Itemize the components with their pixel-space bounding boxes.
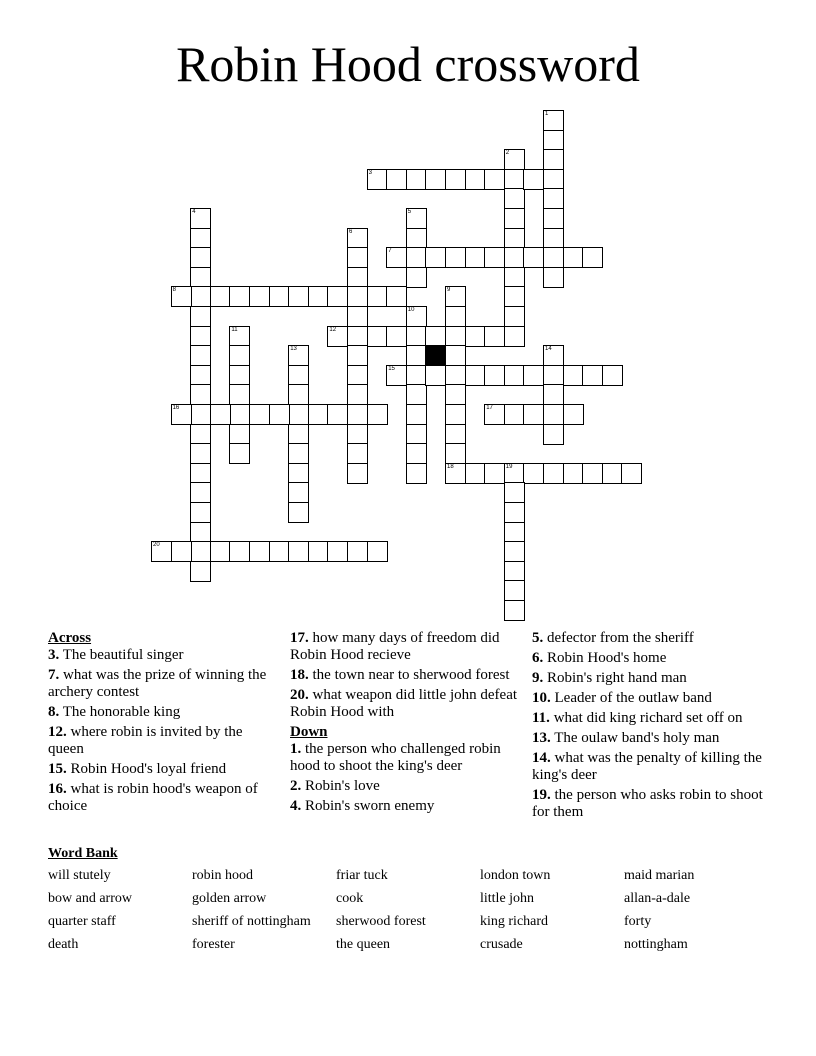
word-bank-item: death bbox=[48, 937, 79, 952]
clue-number: 16. bbox=[48, 781, 67, 797]
grid-cell[interactable] bbox=[190, 228, 211, 249]
grid-cell[interactable] bbox=[386, 169, 407, 190]
clue-number: 20. bbox=[290, 687, 309, 703]
grid-cell[interactable] bbox=[171, 541, 192, 562]
grid-cell[interactable] bbox=[151, 541, 172, 562]
grid-cell[interactable] bbox=[288, 404, 309, 425]
word-bank-item: the queen bbox=[336, 937, 391, 952]
clue-text: the town near to sherwood forest bbox=[312, 667, 510, 683]
grid-cell[interactable] bbox=[543, 228, 564, 249]
grid-cell[interactable] bbox=[367, 404, 388, 425]
grid-cell[interactable] bbox=[171, 404, 192, 425]
clue bbox=[48, 761, 280, 778]
grid-cell[interactable] bbox=[445, 443, 466, 464]
clue bbox=[48, 724, 280, 758]
clue-number: 11. bbox=[532, 710, 550, 726]
grid-cell[interactable] bbox=[288, 541, 309, 562]
grid-cell[interactable] bbox=[582, 463, 603, 484]
grid-cell[interactable] bbox=[229, 541, 250, 562]
clue-text: Robin Hood's home bbox=[547, 650, 667, 666]
clue bbox=[532, 670, 764, 687]
clue-number: 18 bbox=[447, 463, 454, 470]
word-bank-item: nottingham bbox=[624, 937, 688, 952]
grid-cell[interactable] bbox=[229, 326, 250, 347]
grid-cell[interactable] bbox=[288, 384, 309, 405]
grid-cell[interactable] bbox=[288, 463, 309, 484]
grid-cell[interactable] bbox=[504, 404, 525, 425]
word-bank-item: little john bbox=[480, 891, 535, 906]
word-bank-item: quarter staff bbox=[48, 914, 116, 929]
grid-cell[interactable] bbox=[190, 541, 211, 562]
word-bank-item: sherwood forest bbox=[336, 914, 426, 929]
grid-cell[interactable] bbox=[582, 247, 603, 268]
grid-cell[interactable] bbox=[347, 384, 368, 405]
grid-cell[interactable] bbox=[504, 580, 525, 601]
clue bbox=[290, 798, 522, 815]
grid-cell[interactable] bbox=[190, 424, 211, 445]
clue-number: 20 bbox=[153, 542, 160, 549]
grid-cell[interactable] bbox=[504, 149, 525, 170]
grid-cell[interactable] bbox=[347, 463, 368, 484]
clue bbox=[532, 710, 764, 727]
clue-text: the person who challenged robin hood to shoot the king's deer bbox=[290, 741, 501, 774]
clue-number: 5. bbox=[532, 630, 544, 646]
clue-text: The honorable king bbox=[62, 704, 181, 720]
clue-text: defector from the sheriff bbox=[547, 630, 694, 646]
grid-cell[interactable] bbox=[543, 188, 564, 209]
grid-cell[interactable] bbox=[406, 365, 427, 386]
grid-cell[interactable] bbox=[425, 365, 446, 386]
grid-cell[interactable] bbox=[465, 247, 486, 268]
clue bbox=[290, 741, 522, 775]
grid-cell[interactable] bbox=[523, 169, 544, 190]
clue-number: 4. bbox=[290, 798, 302, 814]
grid-cell[interactable] bbox=[406, 384, 427, 405]
grid-cell[interactable] bbox=[465, 365, 486, 386]
clue-number: 2 bbox=[505, 150, 510, 157]
word-bank-item: bow and arrow bbox=[48, 891, 132, 906]
grid-cell[interactable] bbox=[543, 424, 564, 445]
clue bbox=[532, 787, 764, 821]
grid-cell[interactable] bbox=[543, 247, 564, 268]
grid-cell[interactable] bbox=[367, 326, 388, 347]
clue bbox=[48, 704, 280, 721]
clue-text: Robin's love bbox=[305, 778, 380, 794]
down-clue-list bbox=[290, 741, 522, 815]
grid-cell[interactable] bbox=[406, 404, 427, 425]
grid-cell[interactable] bbox=[210, 541, 231, 562]
grid-cell[interactable] bbox=[563, 365, 584, 386]
grid-cell[interactable] bbox=[347, 345, 368, 366]
grid-cell[interactable] bbox=[504, 365, 525, 386]
grid-cell[interactable] bbox=[288, 502, 309, 523]
clue-number: 7. bbox=[48, 667, 60, 683]
grid-cell[interactable] bbox=[445, 365, 466, 386]
grid-cell[interactable] bbox=[523, 365, 544, 386]
clue-text: Robin Hood's loyal friend bbox=[70, 761, 227, 777]
grid-cell[interactable] bbox=[406, 228, 427, 249]
clue-text: Leader of the outlaw band bbox=[554, 690, 712, 706]
clue-text: what was the penalty of killing the king's deer bbox=[532, 750, 762, 783]
across-heading: Across bbox=[48, 630, 92, 646]
grid-cell[interactable] bbox=[425, 169, 446, 190]
grid-cell[interactable] bbox=[484, 247, 505, 268]
grid-cell[interactable] bbox=[308, 404, 329, 425]
grid-cell[interactable] bbox=[602, 463, 623, 484]
clue-number: 12 bbox=[329, 326, 337, 333]
grid-cell[interactable] bbox=[249, 286, 270, 307]
grid-cell[interactable] bbox=[288, 286, 309, 307]
grid-cell[interactable] bbox=[543, 267, 564, 288]
grid-cell[interactable] bbox=[288, 443, 309, 464]
word-bank-item: allan-a-dale bbox=[624, 891, 691, 906]
grid-cell[interactable] bbox=[504, 326, 525, 347]
grid-cell[interactable] bbox=[190, 326, 211, 347]
word-bank-item: will stutely bbox=[48, 868, 111, 883]
clue-number: 6 bbox=[349, 228, 353, 235]
grid-cell[interactable] bbox=[210, 404, 231, 425]
grid-cell[interactable] bbox=[543, 110, 564, 131]
grid-cell[interactable] bbox=[190, 404, 211, 425]
clue-number: 11 bbox=[231, 326, 238, 333]
grid-cell[interactable] bbox=[347, 267, 368, 288]
grid-cell[interactable] bbox=[445, 286, 466, 307]
grid-cell[interactable] bbox=[406, 443, 427, 464]
word-bank-item: london town bbox=[480, 868, 551, 883]
clue-number: 17 bbox=[486, 405, 493, 411]
clue bbox=[48, 647, 280, 664]
clue bbox=[290, 778, 522, 795]
grid-cell[interactable] bbox=[406, 326, 427, 347]
clue-text: Robin's sworn enemy bbox=[305, 798, 435, 814]
grid-cell[interactable] bbox=[229, 384, 250, 405]
grid-cell[interactable] bbox=[563, 463, 584, 484]
grid-cell[interactable] bbox=[190, 208, 211, 229]
clue-text: The beautiful singer bbox=[62, 647, 184, 663]
clue-number: 9 bbox=[447, 287, 451, 294]
clue-number: 19. bbox=[532, 787, 551, 803]
grid-cell[interactable] bbox=[190, 561, 211, 582]
grid-cell[interactable] bbox=[465, 169, 486, 190]
clue-text: what did king richard set off on bbox=[553, 710, 743, 726]
grid-cell[interactable] bbox=[190, 443, 211, 464]
grid-cell[interactable] bbox=[484, 463, 505, 484]
grid-cell[interactable] bbox=[288, 345, 309, 366]
clue-number: 8. bbox=[48, 704, 60, 720]
clue-number: 17. bbox=[290, 630, 309, 646]
clues-column-2 bbox=[290, 630, 522, 818]
word-bank-item: crusade bbox=[480, 937, 523, 952]
word-bank-item: forester bbox=[192, 937, 235, 952]
clue-text: Robin's right hand man bbox=[547, 670, 687, 686]
clue-number: 16 bbox=[172, 405, 180, 411]
grid-cell[interactable] bbox=[465, 326, 486, 347]
grid-cell[interactable] bbox=[504, 561, 525, 582]
clue-number: 9. bbox=[532, 670, 544, 686]
word-bank-item: maid marian bbox=[624, 868, 695, 883]
grid-cell[interactable] bbox=[504, 286, 525, 307]
clue-number: 14. bbox=[532, 750, 551, 766]
grid-cell[interactable] bbox=[543, 365, 564, 386]
grid-cell[interactable] bbox=[543, 463, 564, 484]
clue-number: 14 bbox=[545, 346, 552, 353]
grid-cell[interactable] bbox=[190, 306, 211, 327]
grid-cell[interactable] bbox=[406, 247, 427, 268]
clue-number: 6. bbox=[532, 650, 544, 666]
clue-text: what is robin hood's weapon of choice bbox=[48, 781, 258, 814]
clue-number: 5 bbox=[407, 209, 412, 215]
clue-number: 3 bbox=[368, 169, 372, 176]
grid-cell[interactable] bbox=[190, 463, 211, 484]
grid-cell[interactable] bbox=[425, 247, 446, 268]
clue-text: what weapon did little john defeat Robin Hood with bbox=[290, 687, 518, 720]
word-bank-item: king richard bbox=[480, 914, 549, 929]
grid-cell[interactable] bbox=[504, 169, 525, 190]
grid-cell[interactable] bbox=[249, 541, 270, 562]
clue-text: how many days of freedom did Robin Hood recieve bbox=[290, 630, 500, 663]
clue-number: 15 bbox=[388, 365, 395, 372]
grid-cell[interactable] bbox=[190, 286, 211, 307]
clue-text: the person who asks robin to shoot for them bbox=[532, 787, 763, 820]
grid-cell[interactable] bbox=[445, 404, 466, 425]
grid-cell[interactable] bbox=[347, 326, 368, 347]
grid-cell[interactable] bbox=[406, 463, 427, 484]
grid-cell[interactable] bbox=[445, 326, 466, 347]
grid-cell[interactable] bbox=[229, 286, 250, 307]
clues-column-3 bbox=[532, 630, 764, 824]
clue bbox=[532, 630, 764, 647]
grid-cell[interactable] bbox=[445, 384, 466, 405]
grid-cell[interactable] bbox=[347, 247, 368, 268]
clues-column-1 bbox=[48, 630, 280, 818]
grid-cell[interactable] bbox=[523, 404, 544, 425]
grid-cell[interactable] bbox=[269, 404, 290, 425]
black-square bbox=[425, 345, 446, 366]
clue-text: where robin is invited by the queen bbox=[48, 724, 243, 757]
grid-cell[interactable] bbox=[406, 345, 427, 366]
page-title: Robin Hood crossword bbox=[176, 36, 640, 92]
grid-cell[interactable] bbox=[563, 404, 584, 425]
clue-number: 19 bbox=[505, 463, 513, 470]
clue bbox=[532, 750, 764, 784]
clue bbox=[532, 650, 764, 667]
grid-cell[interactable] bbox=[347, 541, 368, 562]
grid-cell[interactable] bbox=[190, 522, 211, 543]
grid-cell[interactable] bbox=[347, 286, 368, 307]
clue-number: 2. bbox=[290, 778, 302, 794]
grid-cell[interactable] bbox=[445, 247, 466, 268]
clue-text: The oulaw band's holy man bbox=[554, 730, 720, 746]
grid-cell[interactable] bbox=[484, 365, 505, 386]
grid-cell[interactable] bbox=[504, 188, 525, 209]
grid-cell[interactable] bbox=[347, 365, 368, 386]
grid-cell[interactable] bbox=[543, 130, 564, 151]
grid-cell[interactable] bbox=[327, 541, 348, 562]
grid-cell[interactable] bbox=[190, 267, 211, 288]
grid-cell[interactable] bbox=[347, 306, 368, 327]
grid-cell[interactable] bbox=[367, 286, 388, 307]
grid-cell[interactable] bbox=[543, 404, 564, 425]
grid-cell[interactable] bbox=[171, 286, 192, 307]
grid-cell[interactable] bbox=[347, 443, 368, 464]
clue bbox=[290, 687, 522, 721]
grid-cell[interactable] bbox=[308, 541, 329, 562]
grid-cell[interactable] bbox=[288, 365, 309, 386]
grid-cell[interactable] bbox=[523, 247, 544, 268]
clue bbox=[48, 781, 280, 815]
clue-number: 7 bbox=[388, 248, 392, 255]
grid-cell[interactable] bbox=[386, 365, 407, 386]
grid-cell[interactable] bbox=[190, 502, 211, 523]
grid-cell[interactable] bbox=[229, 404, 250, 425]
grid-cell[interactable] bbox=[602, 365, 623, 386]
grid-cell[interactable] bbox=[504, 522, 525, 543]
clue-number: 13. bbox=[532, 730, 551, 746]
down-clue-list-continued bbox=[532, 630, 764, 821]
across-clue-list-continued bbox=[290, 630, 522, 721]
grid-cell[interactable] bbox=[327, 286, 348, 307]
clue-number: 1 bbox=[545, 111, 549, 117]
grid-cell[interactable] bbox=[229, 345, 250, 366]
grid-cell[interactable] bbox=[406, 267, 427, 288]
clue bbox=[290, 630, 522, 664]
grid-cell[interactable] bbox=[504, 600, 525, 621]
grid-cell[interactable] bbox=[190, 384, 211, 405]
clue-number: 15. bbox=[48, 761, 67, 777]
clue-number: 1. bbox=[290, 741, 302, 757]
clue-number: 8 bbox=[172, 287, 176, 294]
grid-cell[interactable] bbox=[484, 326, 505, 347]
grid-cell[interactable] bbox=[406, 169, 427, 190]
grid-cell[interactable] bbox=[347, 228, 368, 249]
grid-cell[interactable] bbox=[621, 463, 642, 484]
grid-cell[interactable] bbox=[327, 404, 348, 425]
clue-number: 4 bbox=[192, 209, 196, 215]
grid-cell[interactable] bbox=[327, 326, 348, 347]
grid-cell[interactable] bbox=[386, 247, 407, 268]
clue bbox=[532, 690, 764, 707]
down-heading: Down bbox=[290, 724, 328, 740]
grid-cell[interactable] bbox=[543, 345, 564, 366]
grid-cell[interactable] bbox=[504, 228, 525, 249]
grid-cell[interactable] bbox=[445, 345, 466, 366]
grid-cell[interactable] bbox=[190, 365, 211, 386]
grid-cell[interactable] bbox=[347, 404, 368, 425]
grid-cell[interactable] bbox=[543, 149, 564, 170]
grid-cell[interactable] bbox=[406, 208, 427, 229]
grid-cell[interactable] bbox=[269, 286, 290, 307]
grid-cell[interactable] bbox=[308, 286, 329, 307]
grid-cell[interactable] bbox=[582, 365, 603, 386]
clue-number: 13 bbox=[290, 346, 297, 353]
grid-cell[interactable] bbox=[406, 424, 427, 445]
word-bank-item: friar tuck bbox=[336, 868, 388, 883]
grid-cell[interactable] bbox=[504, 247, 525, 268]
grid-cell[interactable] bbox=[190, 482, 211, 503]
across-clue-list bbox=[48, 647, 280, 815]
grid-cell[interactable] bbox=[484, 404, 505, 425]
word-bank-item: sheriff of nottingham bbox=[192, 914, 311, 929]
clue-number: 10. bbox=[532, 690, 551, 706]
clue-number: 18. bbox=[290, 667, 309, 683]
grid-cell[interactable] bbox=[190, 247, 211, 268]
grid-cell[interactable] bbox=[386, 326, 407, 347]
grid-cell[interactable] bbox=[210, 286, 231, 307]
grid-cell[interactable] bbox=[425, 326, 446, 347]
grid-cell[interactable] bbox=[249, 404, 270, 425]
grid-cell[interactable] bbox=[190, 345, 211, 366]
clue-number: 10 bbox=[407, 307, 415, 313]
grid-cell[interactable] bbox=[445, 424, 466, 445]
clue bbox=[48, 667, 280, 701]
grid-cell[interactable] bbox=[386, 286, 407, 307]
word-bank-item: cook bbox=[336, 891, 364, 906]
clue bbox=[290, 667, 522, 684]
grid-cell[interactable] bbox=[229, 365, 250, 386]
clue-text: what was the prize of winning the archery contest bbox=[48, 667, 267, 700]
word-bank-item: robin hood bbox=[192, 868, 254, 883]
word-bank-item: golden arrow bbox=[192, 891, 267, 906]
grid-cell[interactable] bbox=[504, 208, 525, 229]
word-bank-item: forty bbox=[624, 914, 652, 929]
clue bbox=[532, 730, 764, 747]
grid-cell[interactable] bbox=[523, 463, 544, 484]
grid-cell[interactable] bbox=[563, 247, 584, 268]
grid-cell[interactable] bbox=[445, 306, 466, 327]
grid-cell[interactable] bbox=[543, 384, 564, 405]
grid-cell[interactable] bbox=[465, 463, 486, 484]
grid-cell[interactable] bbox=[229, 424, 250, 445]
grid-cell[interactable] bbox=[504, 267, 525, 288]
clue-number: 12. bbox=[48, 724, 67, 740]
grid-cell[interactable] bbox=[347, 424, 368, 445]
word-bank-heading: Word Bank bbox=[48, 846, 118, 861]
grid-cell[interactable] bbox=[367, 169, 388, 190]
grid-cell[interactable] bbox=[269, 541, 290, 562]
clue-number: 3. bbox=[48, 647, 60, 663]
grid-cell[interactable] bbox=[445, 463, 466, 484]
grid-cell[interactable] bbox=[229, 443, 250, 464]
grid-cell[interactable] bbox=[406, 306, 427, 327]
grid-cell[interactable] bbox=[367, 541, 388, 562]
grid-cell[interactable] bbox=[504, 502, 525, 523]
grid-cell[interactable] bbox=[445, 169, 466, 190]
grid-cell[interactable] bbox=[543, 169, 564, 190]
grid-cell[interactable] bbox=[504, 463, 525, 484]
grid-cell[interactable] bbox=[543, 208, 564, 229]
grid-cell[interactable] bbox=[288, 482, 309, 503]
grid-cell[interactable] bbox=[504, 541, 525, 562]
grid-cell[interactable] bbox=[288, 424, 309, 445]
grid-cell[interactable] bbox=[504, 306, 525, 327]
grid-cell[interactable] bbox=[504, 482, 525, 503]
grid-cell[interactable] bbox=[484, 169, 505, 190]
